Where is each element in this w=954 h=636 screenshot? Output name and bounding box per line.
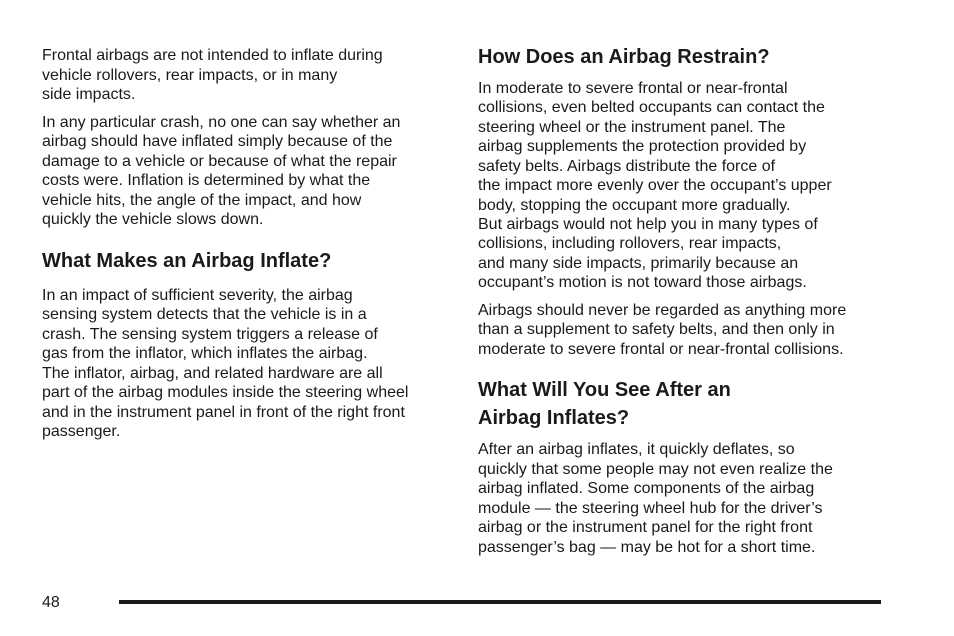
text-line: body, stopping the occupant more gradually. <box>478 197 791 214</box>
text-line: collisions, including rollovers, rear impacts, <box>478 235 782 252</box>
text-line: than a supplement to safety belts, and then only in <box>478 321 835 338</box>
text-line: In any particular crash, no one can say whether an <box>42 114 401 131</box>
text-line: Frontal airbags are not intended to inflate during <box>42 47 383 64</box>
text-line: But airbags would not help you in many types of <box>478 216 818 233</box>
text-line: crash. The sensing system triggers a release of <box>42 326 378 343</box>
text-line: vehicle hits, the angle of the impact, and how <box>42 192 362 209</box>
text-line: quickly that some people may not even realize the <box>478 461 833 478</box>
text-line: safety belts. Airbags distribute the force of <box>478 158 776 175</box>
text-line: moderate to severe frontal or near-frontal collisions. <box>478 341 844 358</box>
text-line: gas from the inflator, which inflates the airbag. <box>42 345 368 362</box>
text-line: airbag inflated. Some components of the airbag <box>478 480 815 497</box>
text-line: airbag should have inflated simply because of the <box>42 133 393 150</box>
text-line: airbag supplements the protection provided by <box>478 138 807 155</box>
text-line: Airbags should never be regarded as anything more <box>478 302 847 319</box>
text-line: and many side impacts, primarily because an <box>478 255 799 272</box>
text-line: In an impact of sufficient severity, the airbag <box>42 287 353 304</box>
text-line: After an airbag inflates, it quickly deflates, so <box>478 441 795 458</box>
text-line: sensing system detects that the vehicle is in a <box>42 306 367 323</box>
text-line: quickly the vehicle slows down. <box>42 211 264 228</box>
text-line: costs were. Inflation is determined by what the <box>42 172 371 189</box>
heading-what-will-you-see-line2: Airbag Inflates? <box>478 407 630 429</box>
text-line: and in the instrument panel in front of the right front <box>42 404 405 421</box>
text-line: occupant’s motion is not toward those airbags. <box>478 274 807 291</box>
text-line: The inflator, airbag, and related hardware are all <box>42 365 383 382</box>
text-line: vehicle rollovers, rear impacts, or in many <box>42 67 338 84</box>
text-line: In moderate to severe frontal or near-frontal <box>478 80 788 97</box>
text-line: damage to a vehicle or because of what the repair <box>42 153 397 170</box>
text-line: side impacts. <box>42 86 136 103</box>
footer-rule <box>119 600 881 604</box>
text-line: steering wheel or the instrument panel. The <box>478 119 786 136</box>
text-line: part of the airbag modules inside the steering wheel <box>42 384 409 401</box>
text-line: passenger. <box>42 423 121 440</box>
text-line: the impact more evenly over the occupant’s upper <box>478 177 832 194</box>
text-line: collisions, even belted occupants can contact the <box>478 99 825 116</box>
heading-what-makes-airbag-inflate: What Makes an Airbag Inflate? <box>42 250 332 272</box>
heading-what-will-you-see: What Will You See After an <box>478 379 731 401</box>
heading-how-does-airbag-restrain: How Does an Airbag Restrain? <box>478 46 770 68</box>
text-line: module — the steering wheel hub for the driver’s <box>478 500 823 517</box>
text-line: airbag or the instrument panel for the right front <box>478 519 813 536</box>
text-line: passenger’s bag — may be hot for a short time. <box>478 539 816 556</box>
page-number: 48 <box>42 594 60 611</box>
